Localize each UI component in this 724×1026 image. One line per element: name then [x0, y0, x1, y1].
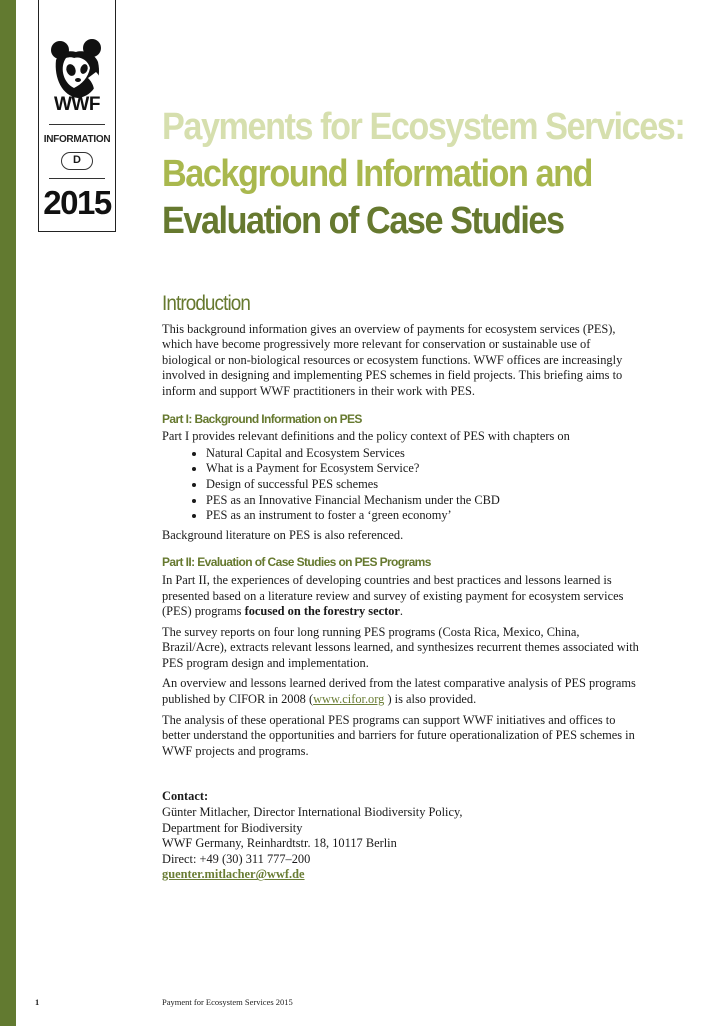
list-item: • What is a Payment for Ecosystem Service?	[206, 461, 642, 477]
part1-heading: Part I: Background Information on PES	[162, 411, 362, 426]
part2-paragraph-2: The survey reports on four long running PES programs (Costa Rica, Mexico, China, Brazil/Acre), extracts relevant lessons learned, and synthesizes recurrent themes associated with PES program design and implementation.	[162, 624, 639, 670]
page-number: 1	[35, 997, 40, 1007]
part2-p1-end: .	[399, 604, 404, 619]
contact-block	[162, 789, 642, 883]
part2-p1-bold: focused on the forestry sector	[244, 604, 400, 619]
wwf-logo-text: WWF	[54, 94, 100, 115]
part2-paragraph-4: The analysis of these operational PES programs can support WWF initiatives and offices to better understand the opportunities and barriers for future operationalization of PES schemes in WWF projects and programs.	[162, 712, 635, 758]
introduction-paragraph: This background information gives an overview of payments for ecosystem services (PES), which have become progressively more relevant for conservation or sustainable use of biological or non-biological resources or ecosystem functions. WWF offices are increasingly involved in designing and implementing PES schemes in field projects. This briefing aims to inform and support WWF practitioners in their work with PES.	[162, 321, 623, 398]
list-item: • Natural Capital and Ecosystem Services	[206, 446, 642, 462]
part2-paragraph-1	[162, 573, 642, 620]
title-line-3: Evaluation of Case Studies	[162, 200, 564, 242]
contact-line: WWF Germany, Reinhardtstr. 18, 10117 Berlin	[162, 836, 397, 851]
part2-heading: Part II: Evaluation of Case Studies on PES Programs	[162, 555, 431, 570]
list-item: • PES as an instrument to foster a ‘green economy’	[206, 508, 642, 524]
part2-p1-text: In Part II, the experiences of developing countries and best practices and lessons learned is presented based on a literature review and survey of existing payment for ecosystem services (PES) programs	[162, 572, 624, 619]
contact-email-link[interactable]: guenter.mitlacher@wwf.de	[162, 867, 305, 882]
left-accent-bar	[0, 0, 16, 1026]
badge-year: 2015	[43, 184, 111, 221]
contact-label: Contact:	[162, 789, 209, 804]
contact-line: Direct: +49 (30) 311 777–200	[162, 851, 311, 866]
badge-divider	[49, 178, 105, 179]
part2-p3-end: ) is also provided.	[384, 692, 477, 707]
main-content	[162, 292, 642, 883]
cifor-link[interactable]: www.cifor.org	[313, 692, 385, 707]
wwf-info-badge	[38, 0, 116, 232]
list-item: • PES as an Innovative Financial Mechanism under the CBD	[206, 493, 642, 509]
document-title	[162, 104, 684, 245]
part1-chapter-list	[162, 446, 642, 524]
part2-paragraph-3	[162, 676, 642, 707]
footer-text: Payment for Ecosystem Services 2015	[162, 997, 293, 1007]
contact-line: Department for Biodiversity	[162, 820, 303, 835]
part1-closing: Background literature on PES is also referenced.	[162, 527, 404, 542]
badge-divider	[49, 124, 105, 125]
contact-line: Günter Mitlacher, Director International Biodiversity Policy,	[162, 805, 463, 820]
list-item: • Design of successful PES schemes	[206, 477, 642, 493]
part1-lead: Part I provides relevant definitions and the policy context of PES with chapters on	[162, 429, 570, 444]
badge-language-letter: D	[61, 152, 93, 170]
badge-info-label: INFORMATION	[43, 134, 111, 145]
title-line-1: Payments for Ecosystem Services:	[162, 106, 685, 148]
introduction-heading: Introduction	[162, 292, 250, 315]
title-line-2: Background Information and	[162, 153, 592, 195]
panda-icon	[48, 38, 106, 102]
part2-p3-text: An overview and lessons learned derived from the latest comparative analysis of PES programs published by CIFOR in 2008 (	[162, 676, 636, 707]
